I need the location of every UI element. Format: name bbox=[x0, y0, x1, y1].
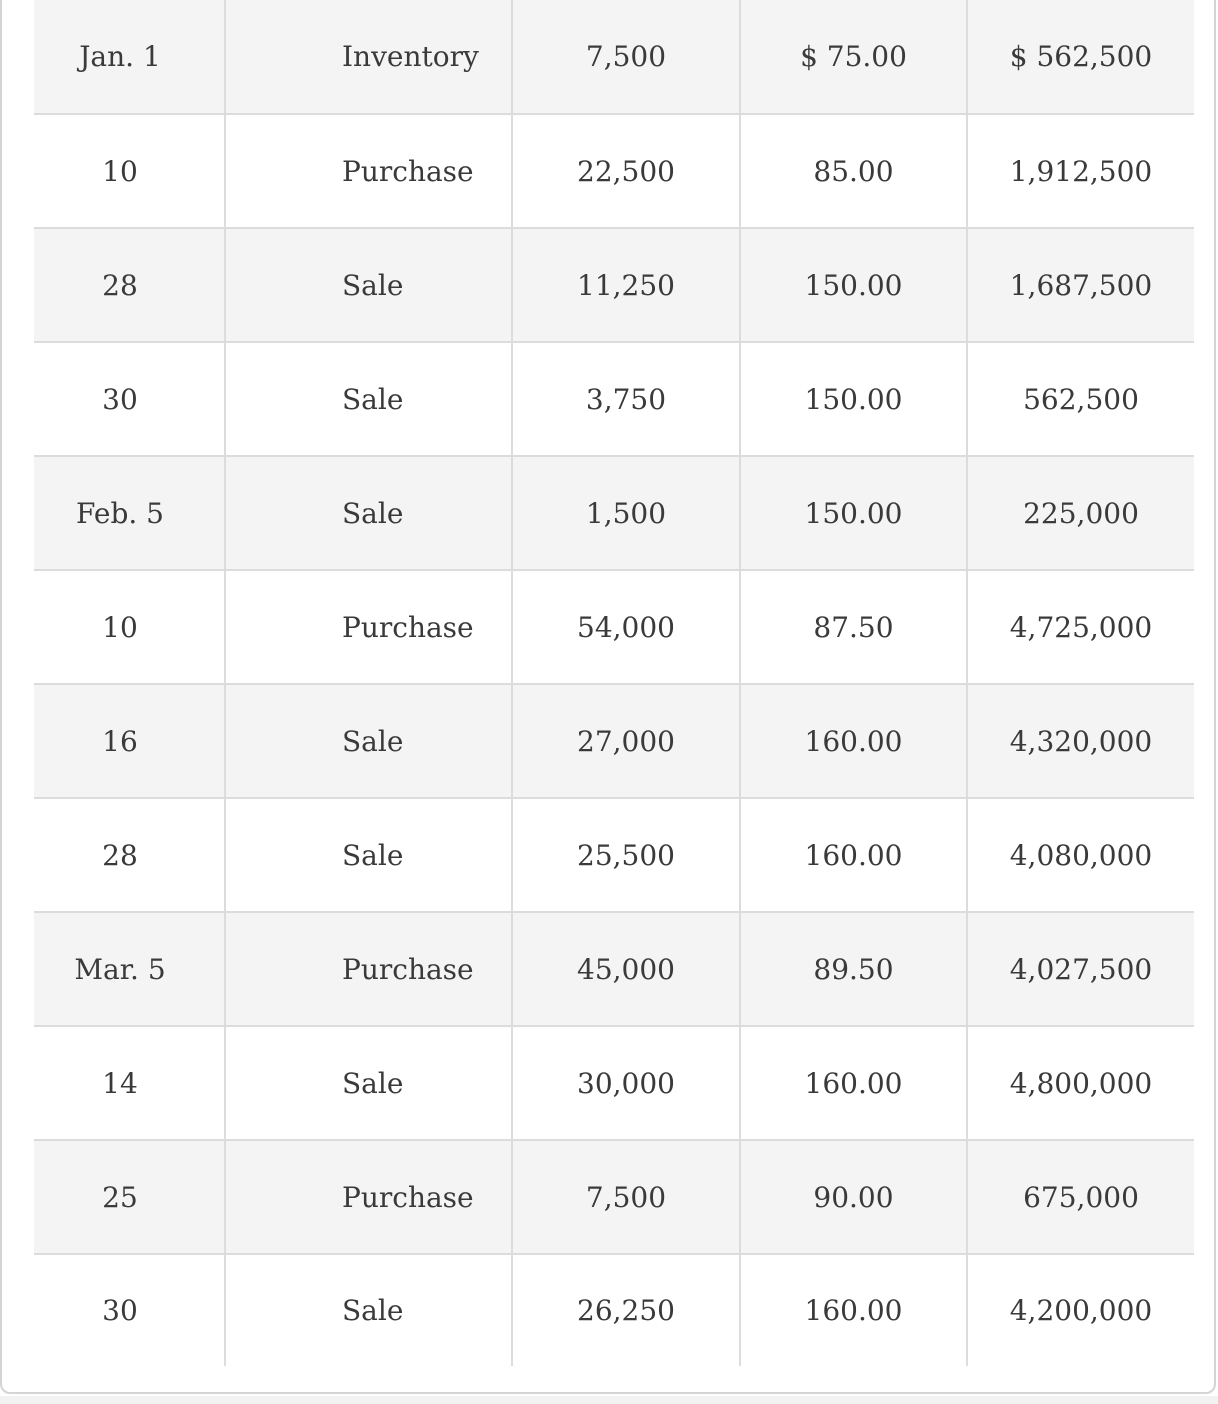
total-cell: 225,000 bbox=[967, 456, 1194, 570]
date-cell: Mar. 5 bbox=[34, 912, 225, 1026]
unit-price-cell: 90.00 bbox=[740, 1140, 967, 1254]
description-cell: Sale bbox=[225, 1254, 512, 1366]
units-cell: 11,250 bbox=[512, 228, 740, 342]
table-row bbox=[34, 570, 1194, 684]
page-bottom-edge bbox=[0, 1396, 1218, 1404]
units-cell: 25,500 bbox=[512, 798, 740, 912]
units-cell: 22,500 bbox=[512, 114, 740, 228]
table-row bbox=[34, 912, 1194, 1026]
description-cell: Sale bbox=[225, 1026, 512, 1140]
total-cell: 4,080,000 bbox=[967, 798, 1194, 912]
table-row bbox=[34, 1254, 1194, 1366]
units-cell: 30,000 bbox=[512, 1026, 740, 1140]
total-cell: 675,000 bbox=[967, 1140, 1194, 1254]
unit-price-cell: 150.00 bbox=[740, 342, 967, 456]
units-cell: 3,750 bbox=[512, 342, 740, 456]
date-cell: 14 bbox=[34, 1026, 225, 1140]
units-cell: 26,250 bbox=[512, 1254, 740, 1366]
description-cell: Purchase bbox=[225, 114, 512, 228]
total-cell: 4,200,000 bbox=[967, 1254, 1194, 1366]
date-cell: 30 bbox=[102, 1294, 138, 1327]
units-cell: 45,000 bbox=[512, 912, 740, 1026]
description-cell: Inventory bbox=[225, 0, 512, 114]
unit-price-cell: 150.00 bbox=[740, 228, 967, 342]
unit-price-cell: 160.00 bbox=[740, 798, 967, 912]
unit-price-cell: 160.00 bbox=[740, 1254, 967, 1366]
total-cell: 4,027,500 bbox=[967, 912, 1194, 1026]
table-row bbox=[34, 228, 1194, 342]
table-row bbox=[34, 684, 1194, 798]
unit-price-cell: 85.00 bbox=[740, 114, 967, 228]
units-cell: 27,000 bbox=[512, 684, 740, 798]
total-cell: 1,687,500 bbox=[967, 228, 1194, 342]
total-cell: 1,912,500 bbox=[967, 114, 1194, 228]
unit-price-cell: $ 75.00 bbox=[740, 0, 967, 114]
total-cell: 4,725,000 bbox=[967, 570, 1194, 684]
unit-price-cell: 150.00 bbox=[740, 456, 967, 570]
description-cell: Sale bbox=[225, 684, 512, 798]
units-cell: 54,000 bbox=[512, 570, 740, 684]
table-row bbox=[34, 0, 1194, 114]
units-cell: 7,500 bbox=[512, 1140, 740, 1254]
total-cell: 4,800,000 bbox=[967, 1026, 1194, 1140]
table-row bbox=[34, 456, 1194, 570]
inventory-transactions-table bbox=[34, 0, 1194, 1366]
unit-price-cell: 160.00 bbox=[740, 1026, 967, 1140]
date-cell: 25 bbox=[34, 1140, 225, 1254]
table-body bbox=[34, 0, 1194, 1366]
units-cell: 7,500 bbox=[512, 0, 740, 114]
total-cell: 562,500 bbox=[967, 342, 1194, 456]
unit-price-cell: 160.00 bbox=[740, 684, 967, 798]
description-cell: Sale bbox=[225, 456, 512, 570]
date-cell: 10 bbox=[34, 570, 225, 684]
date-cell: 28 bbox=[34, 228, 225, 342]
unit-price-cell: 87.50 bbox=[740, 570, 967, 684]
description-cell: Purchase bbox=[225, 570, 512, 684]
table-row bbox=[34, 1140, 1194, 1254]
date-cell: 28 bbox=[34, 798, 225, 912]
table-row bbox=[34, 342, 1194, 456]
units-cell: 1,500 bbox=[512, 456, 740, 570]
date-cell: 30 bbox=[34, 342, 225, 456]
table-row bbox=[34, 1026, 1194, 1140]
total-cell: 4,320,000 bbox=[967, 684, 1194, 798]
description-cell: Sale bbox=[225, 342, 512, 456]
date-cell: Jan. 1 bbox=[34, 0, 225, 114]
date-cell: Feb. 5 bbox=[34, 456, 225, 570]
total-cell: $ 562,500 bbox=[967, 0, 1194, 114]
unit-price-cell: 89.50 bbox=[740, 912, 967, 1026]
description-cell: Sale bbox=[225, 228, 512, 342]
description-cell: Sale bbox=[225, 798, 512, 912]
description-cell: Purchase bbox=[225, 1140, 512, 1254]
date-cell: 10 bbox=[34, 114, 225, 228]
table-row bbox=[34, 798, 1194, 912]
date-cell: 16 bbox=[34, 684, 225, 798]
table-row bbox=[34, 114, 1194, 228]
description-cell: Purchase bbox=[225, 912, 512, 1026]
